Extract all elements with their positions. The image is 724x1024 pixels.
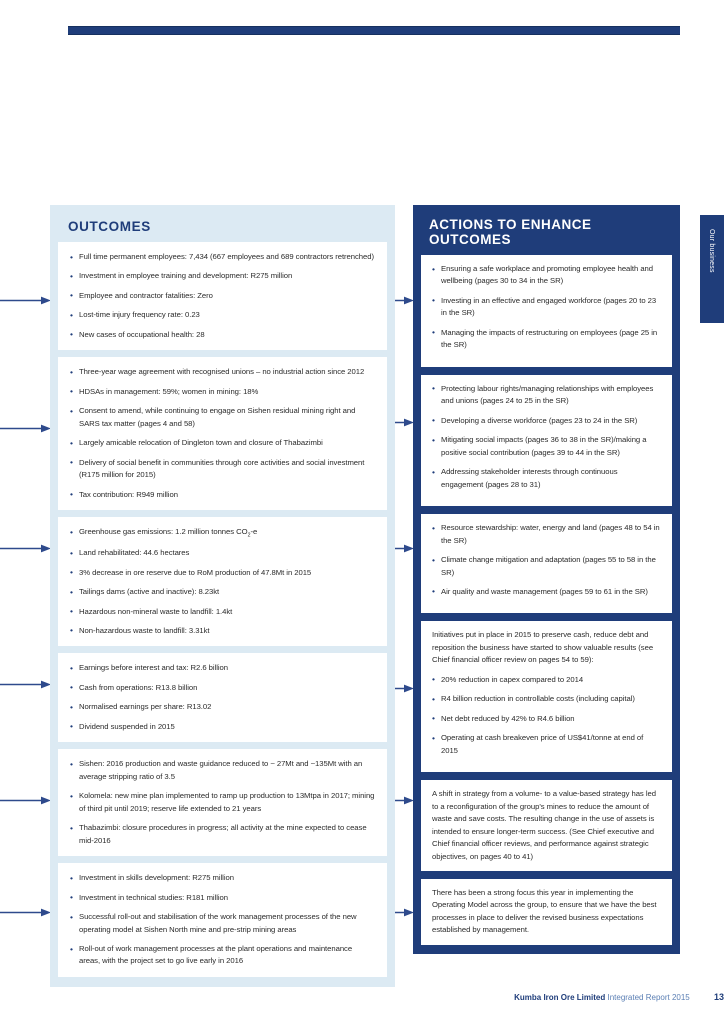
- list-item: • Managing the impacts of restructuring on employees (page 25 in the SR): [432, 327, 661, 352]
- list-item: • Full time permanent employees: 7,434 (667 employees and 689 contractors retrenched): [70, 251, 375, 263]
- actions-group-4: [421, 621, 672, 772]
- list-item: • Land rehabilitated: 44.6 hectares: [70, 547, 375, 559]
- list-item: • Protecting labour rights/managing relationships with employees and unions (pages 24 to 25 in the SR): [432, 383, 661, 408]
- inbound-arrow-6: [0, 908, 52, 917]
- list-item: • Consent to amend, while continuing to engage on Sishen residual mining right and SARS tax matter (pages 4 and 58): [70, 405, 375, 430]
- list-item: • Employee and contractor fatalities: Zero: [70, 290, 375, 302]
- actions-group-4-intro: Initiatives put in place in 2015 to preserve cash, reduce debt and reposition the business have started to show valuable results (see Chief financial officer review on pages 54 to 59):: [432, 630, 654, 665]
- list-item: • 20% reduction in capex compared to 2014: [432, 674, 661, 686]
- list-item: • Tax contribution: R949 million: [70, 489, 375, 501]
- outcomes-heading: OUTCOMES: [68, 219, 151, 234]
- list-item: • Resource stewardship: water, energy and land (pages 48 to 54 in the SR): [432, 522, 661, 547]
- footer-company: Kumba Iron Ore Limited: [514, 993, 606, 1002]
- list-item: • Dividend suspended in 2015: [70, 721, 375, 733]
- list-item: • Climate change mitigation and adaptation (pages 55 to 58 in the SR): [432, 554, 661, 579]
- list-item: • Developing a diverse workforce (pages 23 to 24 in the SR): [432, 415, 661, 427]
- list-item: • Ensuring a safe workplace and promoting employee health and wellbeing (pages 30 to 34 in the SR): [432, 263, 661, 288]
- outcomes-group-3: [58, 517, 387, 646]
- list-item: • Successful roll-out and stabilisation of the work management processes of the new operating model at Sishen North mine and pre-strip mining areas: [70, 911, 375, 936]
- ghg-prefix: Greenhouse gas emissions: 1.2 million tonnes $CO_2-e$: [79, 527, 258, 539]
- actions-heading: ACTIONS TO ENHANCE OUTCOMES: [429, 217, 592, 247]
- actions-group-1: [421, 255, 672, 367]
- list-item: • Air quality and waste management (pages 59 to 61 in the SR): [432, 586, 661, 598]
- list-item: • Normalised earnings per share: R13.02: [70, 701, 375, 713]
- section-side-tab-label: Our business: [708, 229, 715, 273]
- inbound-arrow-3: [0, 544, 52, 553]
- list-item: • Addressing stakeholder interests through continuous engagement (pages 28 to 31): [432, 466, 661, 491]
- list-item: • Investment in technical studies: R181 million: [70, 892, 375, 904]
- list-item: • R4 billion reduction in controllable costs (including capital): [432, 693, 661, 705]
- footer-report-title: Integrated Report 2015: [607, 993, 690, 1002]
- list-item: • Investment in employee training and development: R275 million: [70, 270, 375, 282]
- actions-group-6: [421, 879, 672, 945]
- inbound-arrow-1: [0, 296, 52, 305]
- list-item: • Lost-time injury frequency rate: 0.23: [70, 309, 375, 321]
- actions-group-6-paragraph: There has been a strong focus this year in implementing the Operating Model across the group, to ensure that we have the best processes in place to deliver the revised business expectations established by management.: [432, 888, 657, 935]
- footer-page-number: 13: [713, 992, 724, 1002]
- actions-column: [413, 205, 680, 954]
- list-item: • New cases of occupational health: 28: [70, 329, 375, 341]
- list-item: • Sishen: 2016 production and waste guidance reduced to ~ 27Mt and ~135Mt with an average stripping ratio of 3.5: [70, 758, 375, 783]
- actions-group-3: [421, 514, 672, 613]
- section-side-tab[interactable]: [700, 215, 724, 323]
- outcomes-group-6: [58, 863, 387, 977]
- list-item: • Net debt reduced by 42% to R4.6 billion: [432, 713, 661, 725]
- list-item: • Cash from operations: R13.8 billion: [70, 682, 375, 694]
- list-item: • Non-hazardous waste to landfill: 3.31kt: [70, 625, 375, 637]
- list-item: • Earnings before interest and tax: R2.6 billion: [70, 662, 375, 674]
- list-item: • Investment in skills development: R275 million: [70, 872, 375, 884]
- list-item: • Kolomela: new mine plan implemented to ramp up production to 13Mtpa in 2017; mining of third pit until 2019; reserve life extended to 21 years: [70, 790, 375, 815]
- list-item: [70, 526, 375, 540]
- list-item: • Hazardous non-mineral waste to landfill: 1.4kt: [70, 606, 375, 618]
- outcomes-group-2: [58, 357, 387, 510]
- page-footer: [0, 992, 724, 1002]
- list-item: • Tailings dams (active and inactive): 8.23kt: [70, 586, 375, 598]
- inbound-arrow-5: [0, 796, 52, 805]
- list-item: • Roll-out of work management processes at the plant operations and maintenance areas, with the project set to go live early in 2016: [70, 943, 375, 968]
- outcomes-group-1: [58, 242, 387, 350]
- list-item: • Thabazimbi: closure procedures in progress; all activity at the mine expected to cease mid-2016: [70, 822, 375, 847]
- actions-group-5-paragraph: A shift in strategy from a volume- to a value-based strategy has led to a reconfiguration of the group's mines to reduce the amount of waste and save costs. The resulting change in the use of assets is intended to ensure longer-term success. (See Chief executive and Chief financial officer reviews, and performance against strategic objectives, on pages 40 to 41): [432, 789, 656, 861]
- list-item: • Three-year wage agreement with recognised unions – no industrial action since 2012: [70, 366, 375, 378]
- list-item: • Largely amicable relocation of Dingleton town and closure of Thabazimbi: [70, 437, 375, 449]
- list-item: • Mitigating social impacts (pages 36 to 38 in the SR)/making a positive social contribution (pages 39 to 44 in the SR): [432, 434, 661, 459]
- actions-group-5: [421, 780, 672, 871]
- outcomes-group-5: [58, 749, 387, 856]
- top-rule-divider: [68, 26, 680, 35]
- list-item: • Delivery of social benefit in communities through core activities and social investment (R175 million for 2015): [70, 457, 375, 482]
- inbound-arrow-4: [0, 680, 52, 689]
- outcomes-group-4: [58, 653, 387, 742]
- list-item: • Investing in an effective and engaged workforce (pages 20 to 23 in the SR): [432, 295, 661, 320]
- outcomes-column: [50, 205, 395, 987]
- list-item: • HDSAs in management: 59%; women in mining: 18%: [70, 386, 375, 398]
- inbound-arrow-2: [0, 424, 52, 433]
- list-item: • Operating at cash breakeven price of US$41/tonne at end of 2015: [432, 732, 661, 757]
- actions-group-2: [421, 375, 672, 506]
- list-item: • 3% decrease in ore reserve due to RoM production of 47.8Mt in 2015: [70, 567, 375, 579]
